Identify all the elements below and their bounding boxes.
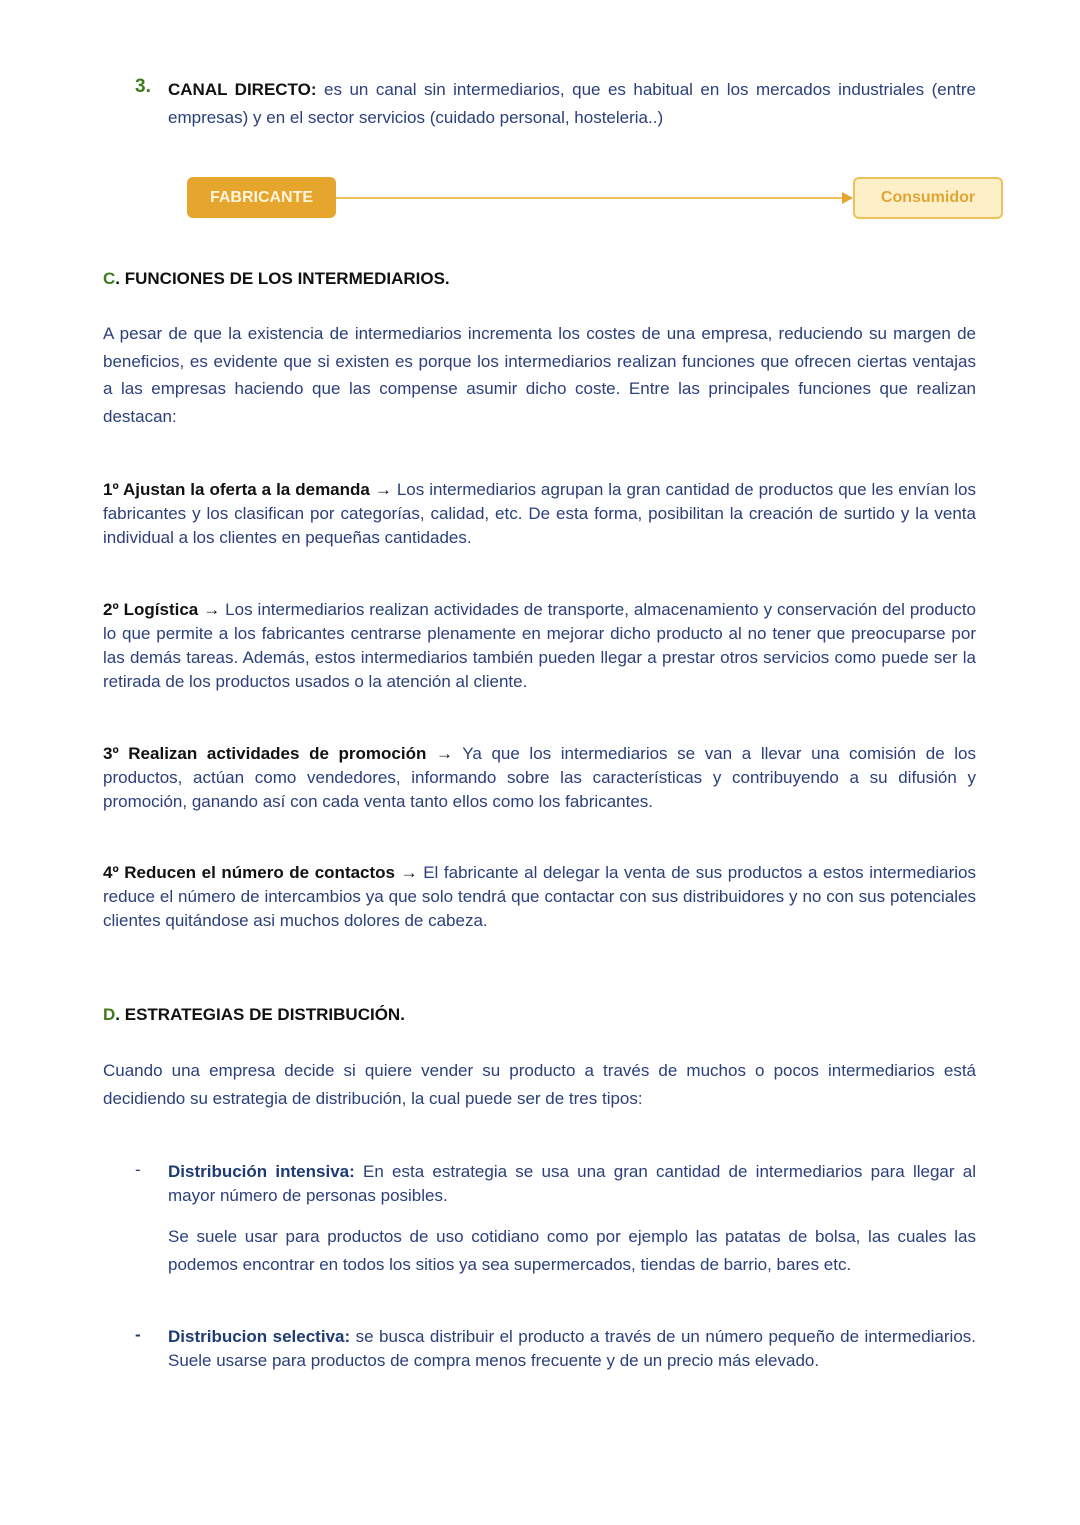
- function-label: 4º Reducen el número de contactos →: [103, 863, 418, 882]
- function-text: Los intermediarios agrupan la gran cantidad de productos que les envían los fabricantes y los clasifican por categorías, calidad, etc. De esta forma, posibilitan la creación de surtido y la venta individual a los clientes en pequeñas cantidades.: [103, 480, 976, 547]
- function-item: [103, 861, 976, 933]
- canal-directo-text: es un canal sin intermediarios, que es habitual en los mercados industriales (entre empresas) y en el sector servicios (cuidado personal, hosteleria..): [168, 80, 977, 127]
- canal-directo-term: CANAL DIRECTO:: [168, 80, 317, 99]
- function-text: Ya que los intermediarios se van a llevar una comisión de los productos, actúan como vendedores, informando sobre las características y contribuyendo a su difusión y promoción, ganando así con cada venta tanto ellos como los fabricantes.: [103, 744, 976, 811]
- function-label: 3º Realizan actividades de promoción →: [103, 744, 453, 763]
- list-number: 3.: [135, 76, 151, 97]
- consumidor-box: Consumidor: [853, 177, 1003, 219]
- arrow-line: [336, 197, 844, 199]
- function-item: [103, 598, 976, 694]
- strategy-text: En esta estrategia se usa una gran cantidad de intermediarios para llegar al mayor número de personas posibles.: [168, 1162, 976, 1205]
- canal-directo-paragraph: [168, 76, 976, 131]
- section-d-intro: Cuando una empresa decide si quiere vender su producto a través de muchos o pocos intermediarios está decidiendo su estrategia de distribución, la cual puede ser de tres tipos:: [103, 1061, 976, 1108]
- strategy-term: Distribucion selectiva:: [168, 1327, 351, 1346]
- section-c-intro: A pesar de que la existencia de intermediarios incrementa los costes de una empresa, reduciendo su margen de beneficios, es evidente que si existen es porque los intermediarios realizan funciones que ofrecen ciertas ventajas a las empresas haciendo que las compense asumir dicho coste. Entre las principales funciones que realizan destacan:: [103, 324, 976, 426]
- fabricante-box: FABRICANTE: [187, 177, 336, 218]
- strategy-text: se busca distribuir el producto a través de un número pequeño de intermediarios. Suele usarse para productos de compra menos frecuente y de un precio más elevado.: [168, 1327, 976, 1370]
- section-d-title: . ESTRATEGIAS DE DISTRIBUCIÓN.: [115, 1005, 405, 1024]
- function-label: 2º Logística →: [103, 600, 221, 619]
- section-d-heading: [103, 1005, 976, 1025]
- function-text: Los intermediarios realizan actividades de transporte, almacenamiento y conservación del producto lo que permite a los fabricantes centrarse plenamente en mejorar dicho producto al no tener que preocuparse por las demás tareas. Además, estos intermediarios también pueden llegar a prestar otros servicios como puede ser la retirada de los productos usados o la atención al cliente.: [103, 600, 976, 691]
- strategy-term: Distribución intensiva:: [168, 1162, 355, 1181]
- section-c-heading: [103, 269, 976, 289]
- function-label: 1º Ajustan la oferta a la demanda →: [103, 480, 392, 499]
- function-item: [103, 478, 976, 550]
- strategy-item: [168, 1325, 976, 1373]
- function-item: [103, 742, 976, 814]
- strategy-extra: Se suele usar para productos de uso cotidiano como por ejemplo las patatas de bolsa, las cuales las podemos encontrar en todos los sitios ya sea supermercados, tiendas de barrio, bares etc.: [168, 1227, 976, 1274]
- section-c-title: . FUNCIONES DE LOS INTERMEDIARIOS.: [115, 269, 450, 288]
- arrow-right-icon: [842, 192, 853, 204]
- section-c-letter: C: [103, 269, 116, 288]
- bullet-dash: -: [135, 1325, 141, 1344]
- strategy-item: [168, 1160, 976, 1208]
- bullet-dash: -: [135, 1160, 141, 1179]
- section-d-letter: D: [103, 1005, 116, 1024]
- function-text: El fabricante al delegar la venta de sus productos a estos intermediarios reduce el número de intercambios ya que solo tendrá que contactar con sus distribuidores y no con sus potenciales clientes quitándose asi muchos dolores de cabeza.: [103, 863, 976, 930]
